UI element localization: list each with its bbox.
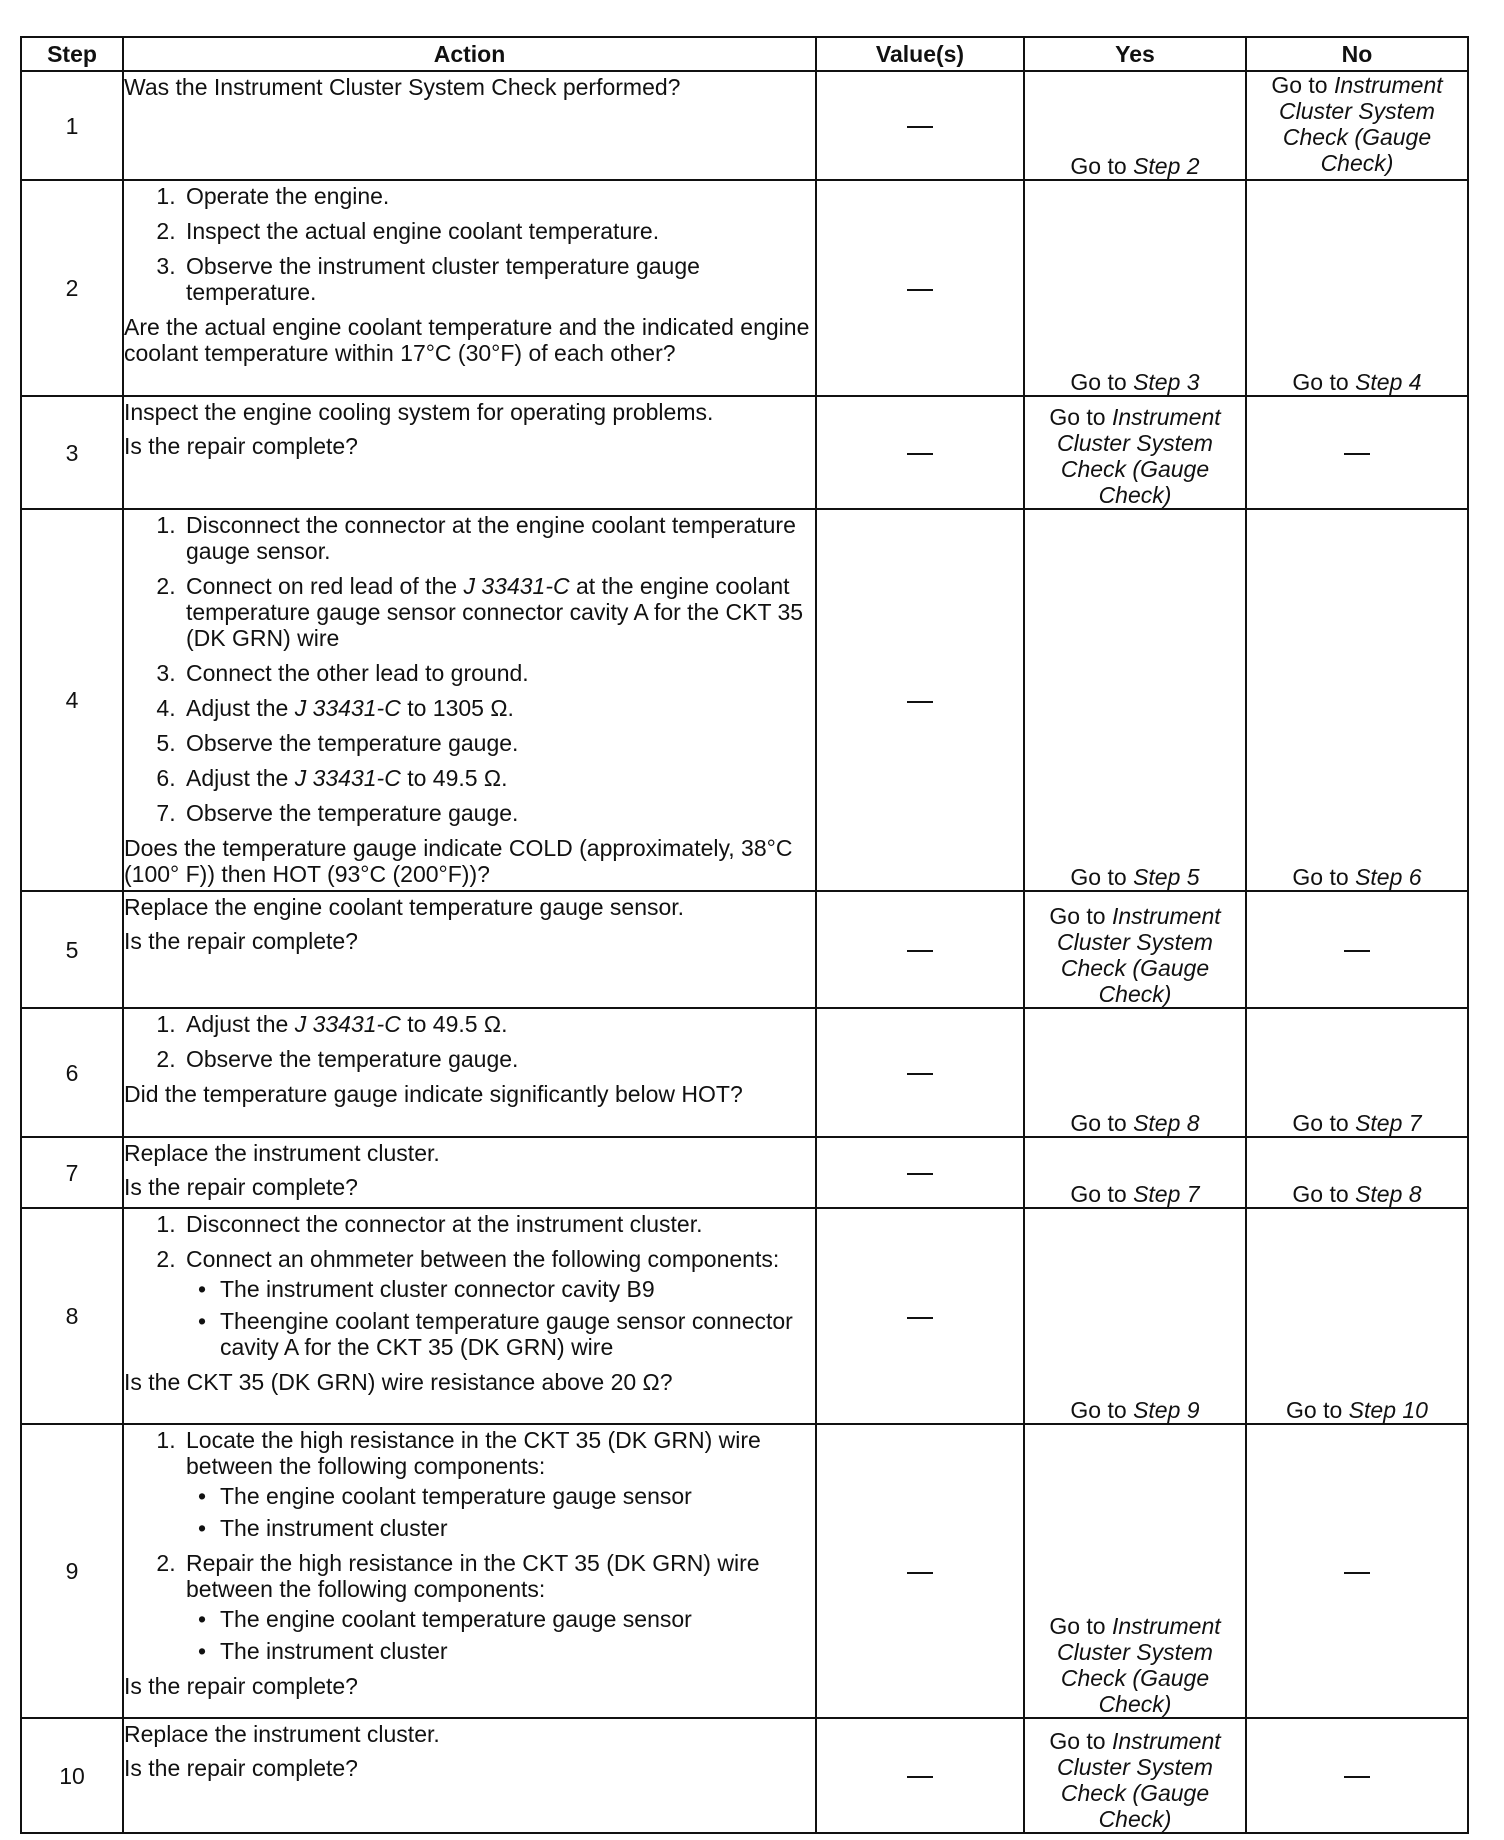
action-cell [123, 1008, 816, 1137]
value-cell [816, 891, 1024, 1008]
value-cell [816, 1208, 1024, 1424]
diagnostic-table [20, 36, 1469, 1834]
value-cell [816, 71, 1024, 180]
value-cell [816, 1424, 1024, 1718]
action-item: 1. Adjust the J 33431-C to 49.5 Ω. [182, 1011, 815, 1037]
value-cell [816, 1008, 1024, 1137]
no-cell [1246, 509, 1468, 891]
dash-mark [1344, 453, 1370, 455]
step-number: 4 [21, 509, 123, 891]
goto-link[interactable]: Go to Instrument Cluster System Check (Gauge Check) [1271, 72, 1443, 176]
question-text: Did the temperature gauge indicate significantly below HOT? [124, 1081, 743, 1107]
value-cell [816, 396, 1024, 509]
action-item: 7. Observe the temperature gauge. [182, 800, 815, 826]
action-item: 1. Disconnect the connector at the instrument cluster. [182, 1211, 815, 1237]
goto-link[interactable]: Go to Instrument Cluster System Check (Gauge Check) [1049, 404, 1221, 508]
dash-mark [907, 701, 933, 703]
action-item: 5. Observe the temperature gauge. [182, 730, 815, 756]
goto-link[interactable]: Go to Step 9 [1070, 1397, 1200, 1423]
action-item: 4. Adjust the J 33431-C to 1305 Ω. [182, 695, 815, 721]
goto-link[interactable]: Go to Instrument Cluster System Check (Gauge Check) [1049, 903, 1221, 1007]
action-item: 3. Observe the instrument cluster temperature gauge temperature. [182, 253, 815, 305]
question-text: Is the CKT 35 (DK GRN) wire resistance above 20 Ω? [124, 1369, 673, 1395]
action-cell [123, 1137, 816, 1208]
question-text: Is the repair complete? [124, 1755, 358, 1781]
header-step: Step [21, 37, 123, 71]
step-number: 7 [21, 1137, 123, 1208]
no-cell [1246, 1424, 1468, 1718]
value-cell [816, 1718, 1024, 1833]
no-cell [1246, 1137, 1468, 1208]
action-item: 1. Locate the high resistance in the CKT 35 (DK GRN) wire between the following components: • The engine coolant temperature gauge sensor • The instrument cluster [182, 1427, 815, 1541]
step-number: 5 [21, 891, 123, 1008]
question-text: Are the actual engine coolant temperature and the indicated engine coolant temperature within 17°C (30°F) of each other? [124, 314, 810, 366]
action-list [124, 1011, 815, 1072]
action-text: Replace the engine coolant temperature gauge sensor. [124, 894, 685, 920]
question-text: Is the repair complete? [124, 928, 358, 954]
goto-link[interactable]: Go to Step 2 [1070, 153, 1200, 179]
question-text: Is the repair complete? [124, 1174, 358, 1200]
bullet-item: • The engine coolant temperature gauge sensor [216, 1483, 815, 1509]
dash-mark [1344, 950, 1370, 952]
action-item: 2. Observe the temperature gauge. [182, 1046, 815, 1072]
bullet-list [186, 1606, 815, 1664]
action-cell [123, 1208, 816, 1424]
action-list [124, 1211, 815, 1360]
dash-mark [1344, 1776, 1370, 1778]
goto-link[interactable]: Go to Step 4 [1292, 369, 1422, 395]
no-cell [1246, 71, 1468, 180]
dash-mark [907, 289, 933, 291]
action-cell [123, 1424, 816, 1718]
dash-mark [907, 1073, 933, 1075]
yes-cell [1024, 509, 1246, 891]
action-item: 3. Connect the other lead to ground. [182, 660, 815, 686]
action-cell [123, 1718, 816, 1833]
table-row [21, 71, 1468, 180]
no-cell [1246, 891, 1468, 1008]
goto-link[interactable]: Go to Step 5 [1070, 864, 1200, 890]
goto-link[interactable]: Go to Step 6 [1292, 864, 1422, 890]
action-cell [123, 509, 816, 891]
table-row [21, 509, 1468, 891]
yes-cell [1024, 396, 1246, 509]
header-action: Action [123, 37, 816, 71]
bullet-item: • The engine coolant temperature gauge sensor [216, 1606, 815, 1632]
bullet-item: • The instrument cluster [216, 1515, 815, 1541]
header-values: Value(s) [816, 37, 1024, 71]
bullet-item: • Theengine coolant temperature gauge sensor connector cavity A for the CKT 35 (DK GRN) wire [216, 1308, 815, 1360]
goto-link[interactable]: Go to Step 10 [1286, 1397, 1428, 1423]
dash-mark [907, 1317, 933, 1319]
step-number: 8 [21, 1208, 123, 1424]
header-no: No [1246, 37, 1468, 71]
action-item: 2. Connect on red lead of the J 33431-C at the engine coolant temperature gauge sensor connector cavity A for the CKT 35 (DK GRN) wire [182, 573, 815, 651]
bullet-item: • The instrument cluster [216, 1638, 815, 1664]
goto-link[interactable]: Go to Instrument Cluster System Check (Gauge Check) [1049, 1728, 1221, 1832]
action-cell [123, 396, 816, 509]
question-text: Was the Instrument Cluster System Check performed? [124, 74, 681, 100]
no-cell [1246, 1008, 1468, 1137]
step-number: 10 [21, 1718, 123, 1833]
no-cell [1246, 1208, 1468, 1424]
dash-mark [907, 1173, 933, 1175]
table-row [21, 1137, 1468, 1208]
question-text: Is the repair complete? [124, 1673, 358, 1699]
action-list [124, 512, 815, 826]
goto-link[interactable]: Go to Step 7 [1070, 1181, 1200, 1207]
action-item: 2. Connect an ohmmeter between the following components: • The instrument cluster connector cavity B9 • Theengine coolant temperature gauge sensor connector cavity A for the CKT 35 (DK GRN) wire [182, 1246, 815, 1360]
action-list [124, 1427, 815, 1664]
action-item: 2. Repair the high resistance in the CKT 35 (DK GRN) wire between the following components: • The engine coolant temperature gauge sensor • The instrument cluster [182, 1550, 815, 1664]
value-cell [816, 180, 1024, 396]
question-text: Does the temperature gauge indicate COLD (approximately, 38°C (100° F)) then HOT (93°C (200°F))? [124, 835, 793, 887]
yes-cell [1024, 1718, 1246, 1833]
yes-cell [1024, 1137, 1246, 1208]
step-number: 1 [21, 71, 123, 180]
step-number: 6 [21, 1008, 123, 1137]
action-text: Inspect the engine cooling system for operating problems. [124, 399, 714, 425]
table-row [21, 1008, 1468, 1137]
action-text: Replace the instrument cluster. [124, 1721, 440, 1747]
no-cell [1246, 396, 1468, 509]
header-yes: Yes [1024, 37, 1246, 71]
action-item: 6. Adjust the J 33431-C to 49.5 Ω. [182, 765, 815, 791]
yes-cell [1024, 1008, 1246, 1137]
action-item: 1. Disconnect the connector at the engine coolant temperature gauge sensor. [182, 512, 815, 564]
action-cell [123, 180, 816, 396]
action-cell [123, 71, 816, 180]
value-cell [816, 509, 1024, 891]
dash-mark [1344, 1572, 1370, 1574]
goto-link[interactable]: Go to Instrument Cluster System Check (Gauge Check) [1049, 1613, 1221, 1717]
goto-link[interactable]: Go to Step 8 [1292, 1181, 1422, 1207]
dash-mark [907, 1572, 933, 1574]
step-number: 2 [21, 180, 123, 396]
dash-mark [907, 453, 933, 455]
dash-mark [907, 126, 933, 128]
yes-cell [1024, 1208, 1246, 1424]
yes-cell [1024, 71, 1246, 180]
dash-mark [907, 950, 933, 952]
goto-link[interactable]: Go to Step 8 [1070, 1110, 1200, 1136]
step-number: 9 [21, 1424, 123, 1718]
action-list [124, 183, 815, 305]
table-row [21, 1718, 1468, 1833]
no-cell [1246, 1718, 1468, 1833]
goto-link[interactable]: Go to Step 7 [1292, 1110, 1422, 1136]
table-row [21, 180, 1468, 396]
action-text: Replace the instrument cluster. [124, 1140, 440, 1166]
bullet-list [186, 1483, 815, 1541]
bullet-list [186, 1276, 815, 1360]
yes-cell [1024, 1424, 1246, 1718]
table-row [21, 396, 1468, 509]
no-cell [1246, 180, 1468, 396]
value-cell [816, 1137, 1024, 1208]
header-row [21, 37, 1468, 71]
action-item: 1. Operate the engine. [182, 183, 815, 209]
table-row [21, 891, 1468, 1008]
table-row [21, 1424, 1468, 1718]
action-item: 2. Inspect the actual engine coolant temperature. [182, 218, 815, 244]
table-row [21, 1208, 1468, 1424]
yes-cell [1024, 891, 1246, 1008]
step-number: 3 [21, 396, 123, 509]
bullet-item: • The instrument cluster connector cavity B9 [216, 1276, 815, 1302]
dash-mark [907, 1776, 933, 1778]
yes-cell [1024, 180, 1246, 396]
goto-link[interactable]: Go to Step 3 [1070, 369, 1200, 395]
question-text: Is the repair complete? [124, 433, 358, 459]
action-cell [123, 891, 816, 1008]
